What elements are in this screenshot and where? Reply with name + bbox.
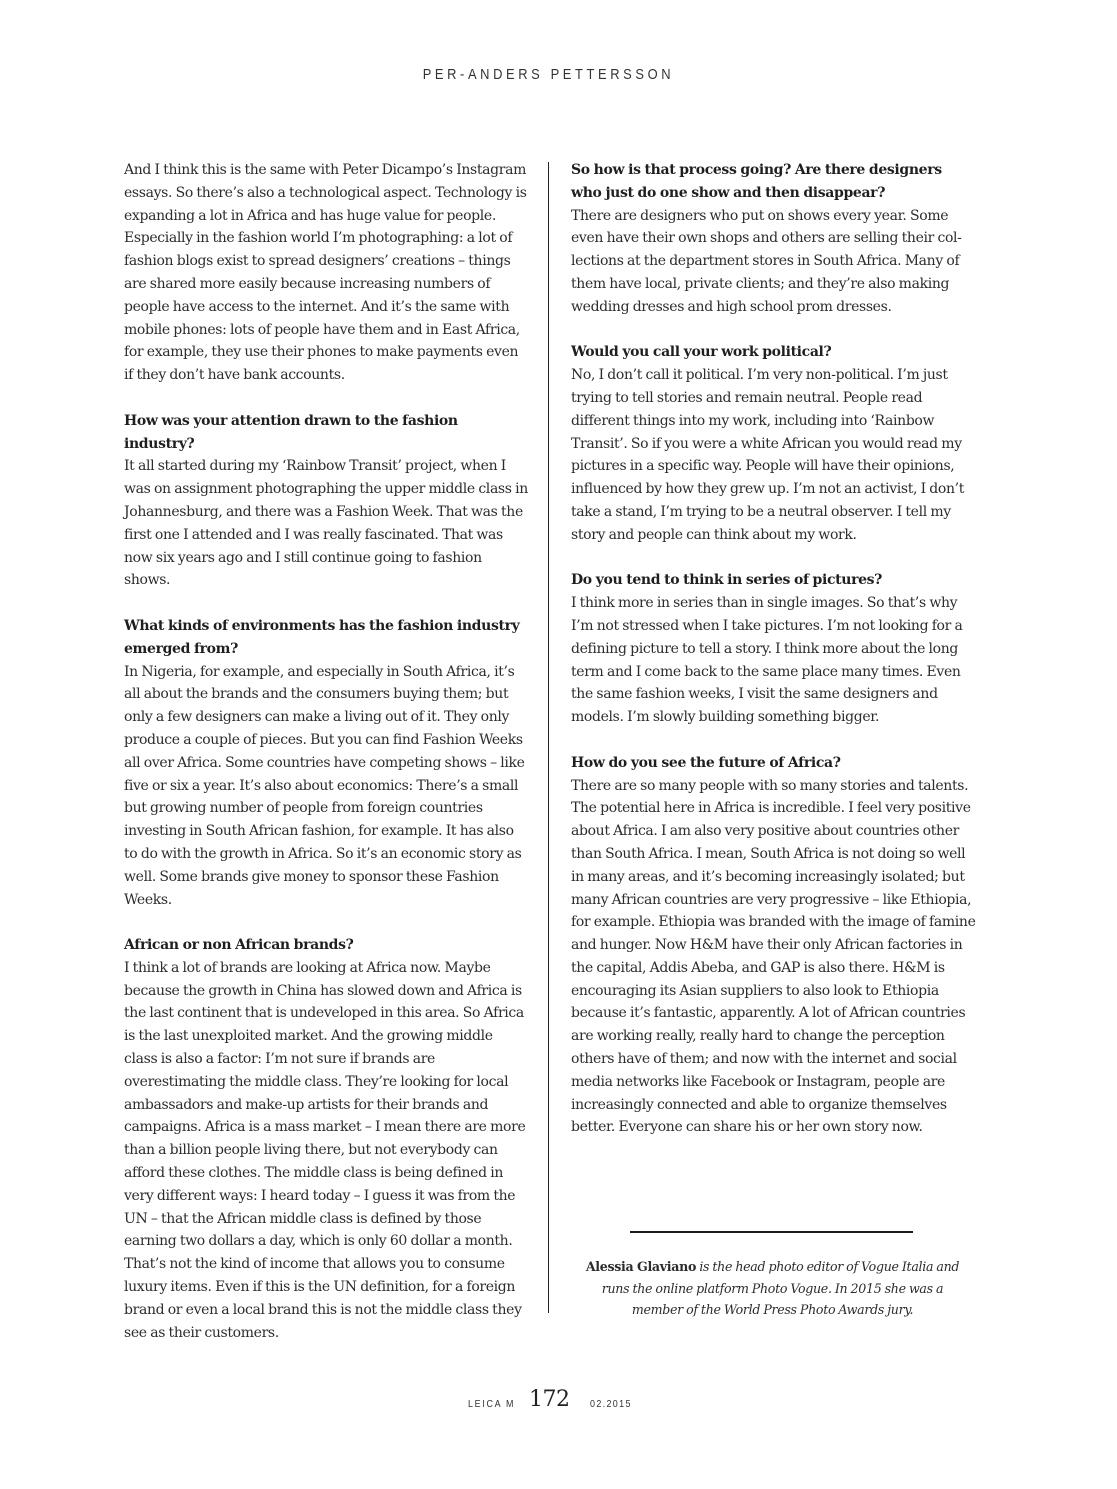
- right-column: [571, 159, 976, 1162]
- answer: There are designers who put on shows every year. Some even have their own shops and others are selling their collections at the department stores in South Africa. Many of them have local, private clients; and they’re also making wedding dresses and high school prom dresses.: [571, 207, 962, 315]
- running-head: PER-ANDERS PETTERSSON: [422, 66, 675, 83]
- answer: In Nigeria, for example, and especially in South Africa, it’s all about the brands and the consumers buying them; but only a few designers can make a living out of it. They only produce a couple of pieces. But you can find Fashion Weeks all over Africa. Some countries have competing shows – like five or six a year. It’s also about economics: There’s a small but growing number of people from foreign countries investing in South African fashion, for example. It has also to do with the growth in Africa. So it’s an economic story as well. Some brands give money to sponsor these Fashion Weeks.: [124, 663, 525, 908]
- intro-text: And I think this is the same with Peter Dicampo’s Instagram essays. So there’s also a technological aspect. Technology is expanding a lot in Africa and has huge value for people. Especially in the fashion world I’m photographing: a lot of fashion blogs exist to spread designers’ creations – things are shared more easily because increasing numbers of people have access to the internet. And it’s the same with mobile phones: lots of people have them and in East Africa, for example, they use their phones to make payments even if they don’t have bank accounts.: [124, 162, 527, 384]
- question: What kinds of environments has the fashion industry emerged from?: [124, 617, 520, 657]
- left-column: [124, 159, 529, 1367]
- issue-date: 02.2015: [590, 1398, 632, 1410]
- answer: There are so many people with so many stories and talents. The potential here in Africa is incredible. I feel very positive about Africa. I am also very positive about countries other than South Africa. I mean, South Africa is not doing so well in many areas, and it’s becoming increasingly isolated; but many African countries are very progressive – like Ethiopia, for example. Ethiopia was branded with the image of famine and hunger. Now H&M have their only African factories in the capital, Addis Abeba, and GAP is also there. H&M is encouraging its Asian suppliers to also look to Ethiopia because it’s fantastic, apparently. A lot of African countries are working really, really hard to change the perception others have of them; and now with the internet and social media networks like Facebook or Instagram, people are increasingly connected and able to organize themselves better. Everyone can share his or her own story now.: [571, 777, 976, 1136]
- answer: It all started during my ‘Rainbow Transit’ project, when I was on assignment photographing the upper middle class in Johannesburg, and there was a Fashion Week. That was the first one I attended and I was really fascinated. That was now six years ago and I still continue going to fashion shows.: [124, 458, 528, 589]
- answer: I think more in series than in single images. So that’s why I’m not stressed when I take pictures. I’m not looking for a defining picture to tell a story. I think more about the long term and I come back to the same place many times. Even the same fashion weeks, I visit the same designers and models. I’m slowly building something bigger.: [571, 595, 963, 726]
- question: Would you call your work political?: [571, 344, 832, 361]
- answer: No, I don’t call it political. I’m very non-political. I’m just trying to tell stories and remain neutral. People read different things into my work, including into ‘Rainbow Transit’. So if you were a white African you would read my pictures in a specific way. People will have their opinions, influenced by how they grew up. I’m not an activist, I don’t take a stand, I’m trying to be a neutral observer. I tell my story and people can think about my work.: [571, 367, 965, 543]
- question: African or non African brands?: [124, 937, 354, 954]
- bio-text: is the head photo editor of Vogue Italia and runs the online platform Photo Vogue. In 2015 she was a member of the World Press Photo Awards jury.: [601, 1259, 960, 1317]
- bio-separator-rule: [630, 1231, 913, 1233]
- qa-block: [124, 410, 529, 592]
- qa-block: [571, 752, 976, 1140]
- page-number: 172: [529, 1387, 570, 1412]
- column-divider: [548, 162, 549, 1313]
- page-footer: [0, 1387, 1117, 1420]
- question: How do you see the future of Africa?: [571, 754, 841, 771]
- qa-block: [571, 569, 976, 729]
- question: Do you tend to think in series of pictures?: [571, 572, 883, 589]
- qa-block: [124, 615, 529, 911]
- intro-paragraph: [124, 159, 529, 387]
- qa-block: [571, 159, 976, 319]
- question: How was your attention drawn to the fashion industry?: [124, 412, 458, 452]
- bio-name: Alessia Glaviano: [585, 1259, 697, 1274]
- question: So how is that process going? Are there designers who just do one show and then disappear?: [571, 162, 942, 201]
- magazine-name: LEICA M: [468, 1398, 516, 1410]
- qa-block: [571, 341, 976, 546]
- qa-block: [124, 934, 529, 1344]
- answer: I think a lot of brands are looking at Africa now. Maybe because the growth in China has slowed down and Africa is the last continent that is undeveloped in this area. So Africa is the last unexploited market. And the growing middle class is also a factor: I’m not sure if brands are overestimating the middle class. They’re looking for local ambassadors and make-up artists for their brands and campaigns. Africa is a mass market – I mean there are more than a billion people living there, but not everybody can afford these clothes. The middle class is being defined in very different ways: I heard today – I guess it was from the UN – that the African middle class is defined by those earning two dollars a day, which is only 60 dollar a month. That’s not the kind of income that allows you to consume luxury items. Even if this is the UN definition, for a foreign brand or even a local brand this is not the middle class they see as their customers.: [124, 959, 526, 1341]
- author-bio: [575, 1256, 970, 1321]
